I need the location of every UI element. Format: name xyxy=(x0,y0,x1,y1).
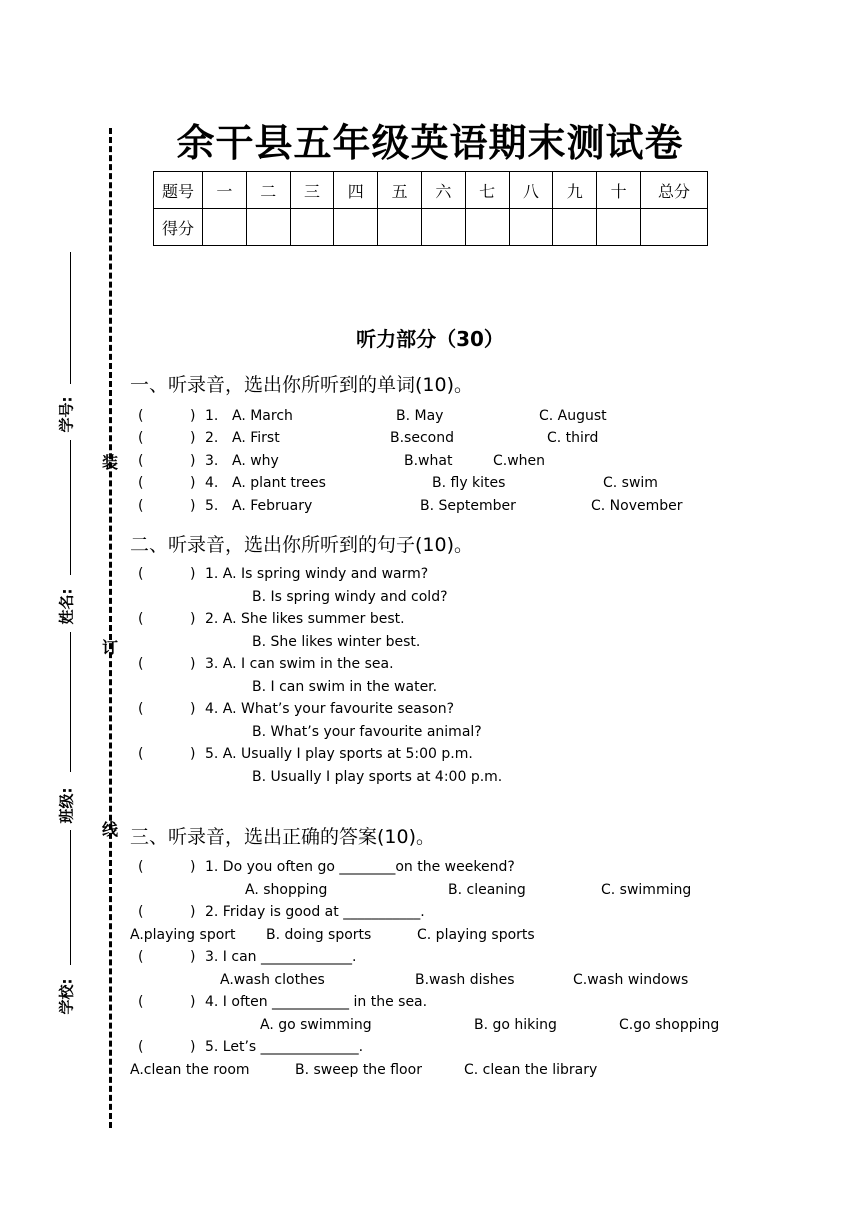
answer-paren-open[interactable]: ( xyxy=(138,949,144,965)
table-header-cell: 五 xyxy=(378,172,422,209)
option-b: B. She likes winter best. xyxy=(252,634,421,650)
answer-paren-close: ) xyxy=(190,994,196,1010)
table-header-cell: 二 xyxy=(246,172,290,209)
score-cell[interactable] xyxy=(553,209,597,246)
option-a: A.playing sport xyxy=(130,927,236,943)
score-cell[interactable] xyxy=(421,209,465,246)
option-a: A. March xyxy=(232,408,293,424)
score-table-header-row xyxy=(154,172,708,209)
option-c: C.go shopping xyxy=(619,1017,720,1033)
answer-paren-open[interactable]: ( xyxy=(138,994,144,1010)
answer-paren-close: ) xyxy=(190,656,196,672)
answer-paren-open[interactable]: ( xyxy=(138,566,144,582)
student-id-line[interactable] xyxy=(70,252,71,384)
school-line[interactable] xyxy=(70,830,71,965)
question-number: 2. xyxy=(205,430,219,446)
answer-paren-close: ) xyxy=(190,701,196,717)
answer-paren-open[interactable]: ( xyxy=(138,746,144,762)
question-4-text: 4. I often ___________ in the sea. xyxy=(205,994,428,1010)
option-b: B. Usually I play sports at 4:00 p.m. xyxy=(252,769,503,785)
score-cell[interactable] xyxy=(334,209,378,246)
answer-paren-open[interactable]: ( xyxy=(138,498,144,514)
answer-paren-close: ) xyxy=(190,408,196,424)
option-a: A. First xyxy=(232,430,280,446)
score-cell[interactable] xyxy=(509,209,553,246)
answer-paren-close: ) xyxy=(190,430,196,446)
option-b: B. September xyxy=(420,498,516,514)
answer-paren-close: ) xyxy=(190,1039,196,1055)
option-a: A. plant trees xyxy=(232,475,326,491)
answer-paren-open[interactable]: ( xyxy=(138,430,144,446)
score-cell[interactable] xyxy=(203,209,247,246)
school-label: 学校: xyxy=(57,978,76,1015)
option-a: 1. A. Is spring windy and warm? xyxy=(205,566,429,582)
option-c: C. third xyxy=(547,430,599,446)
answer-paren-open[interactable]: ( xyxy=(138,701,144,717)
answer-paren-open[interactable]: ( xyxy=(138,656,144,672)
student-id-label: 学号: xyxy=(57,396,76,433)
question-3-text: 3. I can _____________. xyxy=(205,949,357,965)
name-label: 姓名: xyxy=(57,588,76,625)
score-row-label: 得分 xyxy=(154,209,203,246)
table-header-cell: 十 xyxy=(597,172,641,209)
score-table-score-row xyxy=(154,209,708,246)
answer-paren-close: ) xyxy=(190,611,196,627)
option-c: C. playing sports xyxy=(417,927,535,943)
score-cell[interactable] xyxy=(465,209,509,246)
question-number: 4. xyxy=(205,475,219,491)
question-number: 5. xyxy=(205,498,219,514)
table-header-cell: 一 xyxy=(203,172,247,209)
option-a: 3. A. I can swim in the sea. xyxy=(205,656,394,672)
option-c: C. clean the library xyxy=(464,1062,598,1078)
question-2-text: 2. Friday is good at ___________. xyxy=(205,904,425,920)
option-a: 5. A. Usually I play sports at 5:00 p.m. xyxy=(205,746,473,762)
option-b: B.wash dishes xyxy=(415,972,515,988)
table-header-cell: 四 xyxy=(334,172,378,209)
option-c: C.wash windows xyxy=(573,972,689,988)
option-b: B. sweep the floor xyxy=(295,1062,422,1078)
option-b: B. cleaning xyxy=(448,882,526,898)
option-a: A. why xyxy=(232,453,279,469)
score-cell[interactable] xyxy=(597,209,641,246)
answer-paren-close: ) xyxy=(190,453,196,469)
binding-mark-xian: 线 xyxy=(102,820,119,839)
class-line[interactable] xyxy=(70,632,71,772)
table-header-cell: 七 xyxy=(465,172,509,209)
option-a: A. February xyxy=(232,498,313,514)
answer-paren-close: ) xyxy=(190,746,196,762)
score-cell[interactable] xyxy=(246,209,290,246)
question-number: 3. xyxy=(205,453,219,469)
table-header-cell: 总分 xyxy=(641,172,708,209)
table-header-cell: 九 xyxy=(553,172,597,209)
binding-mark-zhuang: 装 xyxy=(102,453,119,472)
table-header-cell: 三 xyxy=(290,172,334,209)
question-5-text: 5. Let’s ______________. xyxy=(205,1039,364,1055)
answer-paren-open[interactable]: ( xyxy=(138,408,144,424)
option-b: B.what xyxy=(404,453,453,469)
class-label: 班级: xyxy=(57,787,76,824)
option-b: B. go hiking xyxy=(474,1017,557,1033)
answer-paren-open[interactable]: ( xyxy=(138,475,144,491)
option-b: B. May xyxy=(396,408,444,424)
option-b: B.second xyxy=(390,430,454,446)
table-header-cell: 八 xyxy=(509,172,553,209)
answer-paren-close: ) xyxy=(190,498,196,514)
option-a: 2. A. She likes summer best. xyxy=(205,611,405,627)
option-b: B. doing sports xyxy=(266,927,372,943)
answer-paren-close: ) xyxy=(190,475,196,491)
answer-paren-open[interactable]: ( xyxy=(138,904,144,920)
answer-paren-open[interactable]: ( xyxy=(138,1039,144,1055)
score-cell[interactable] xyxy=(290,209,334,246)
answer-paren-open[interactable]: ( xyxy=(138,859,144,875)
answer-paren-close: ) xyxy=(190,859,196,875)
table-header-cell: 六 xyxy=(421,172,465,209)
score-table xyxy=(153,171,708,246)
option-c: C.when xyxy=(493,453,546,469)
option-c: C. August xyxy=(539,408,607,424)
option-c: C. swimming xyxy=(601,882,692,898)
option-b: B. I can swim in the water. xyxy=(252,679,438,695)
binding-dashed-line xyxy=(109,128,112,1128)
question-1-text: 1. Do you often go ________on the weekend? xyxy=(205,859,515,875)
option-a: A. shopping xyxy=(245,882,328,898)
exam-title: 余干县五年级英语期末测试卷 xyxy=(176,121,684,165)
option-a: A.wash clothes xyxy=(220,972,325,988)
option-a: A. go swimming xyxy=(260,1017,372,1033)
answer-paren-open[interactable]: ( xyxy=(138,611,144,627)
answer-paren-close: ) xyxy=(190,949,196,965)
option-c: C. November xyxy=(591,498,683,514)
option-b: B. fly kites xyxy=(432,475,506,491)
question-number: 1. xyxy=(205,408,219,424)
name-line[interactable] xyxy=(70,440,71,575)
answer-paren-close: ) xyxy=(190,566,196,582)
option-a: A.clean the room xyxy=(130,1062,250,1078)
option-b: B. What’s your favourite animal? xyxy=(252,724,482,740)
score-cell[interactable] xyxy=(641,209,708,246)
score-cell[interactable] xyxy=(378,209,422,246)
option-c: C. swim xyxy=(603,475,658,491)
option-a: 4. A. What’s your favourite season? xyxy=(205,701,455,717)
section-3-title: 三、听录音，选出正确的答案(10)。 xyxy=(130,826,436,848)
listening-section-title: 听力部分（30） xyxy=(356,327,504,351)
section-2-title: 二、听录音，选出你所听到的句子(10)。 xyxy=(130,534,474,556)
table-header-cell: 题号 xyxy=(154,172,203,209)
section-1-title: 一、听录音，选出你所听到的单词(10)。 xyxy=(130,374,474,396)
option-b: B. Is spring windy and cold? xyxy=(252,589,448,605)
binding-mark-ding: 订 xyxy=(102,638,119,657)
answer-paren-open[interactable]: ( xyxy=(138,453,144,469)
answer-paren-close: ) xyxy=(190,904,196,920)
